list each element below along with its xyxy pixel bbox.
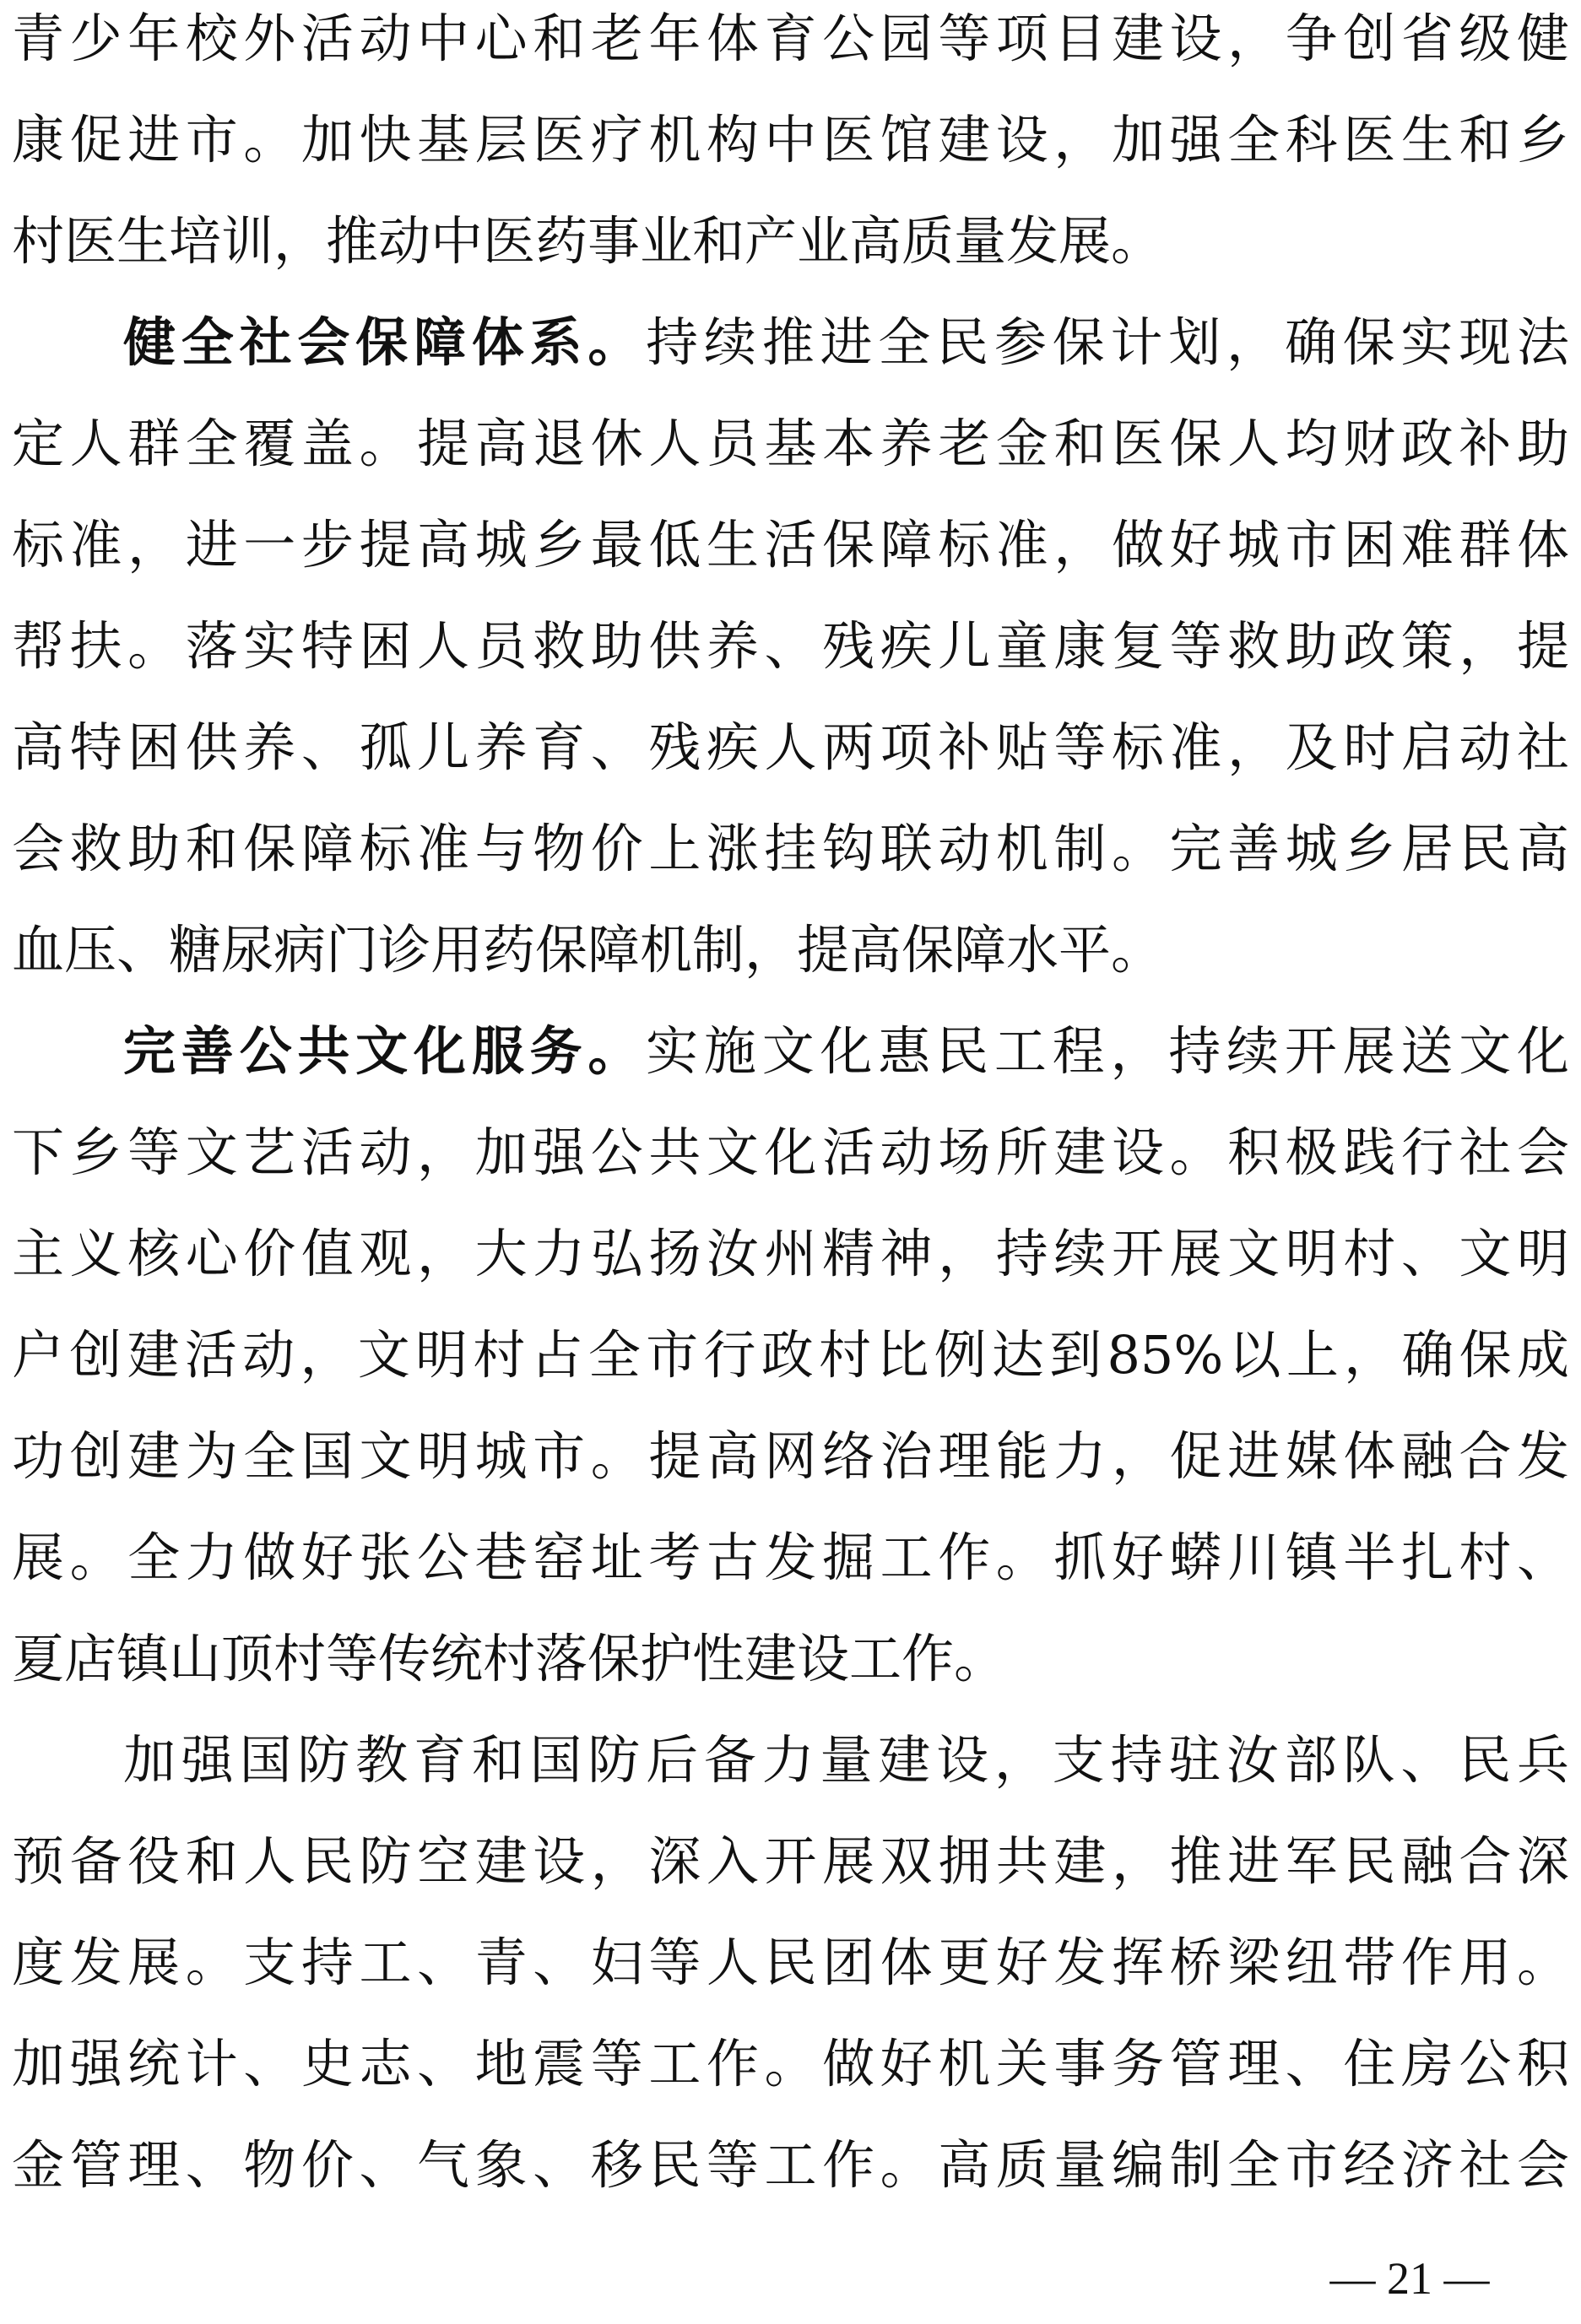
text-line: [12, 697, 1569, 798]
line-text: 青少年校外活动中心和老年体育公园等项目建设，争创省级健: [12, 8, 1569, 69]
line-text: 定人群全覆盖。提高退休人员基本养老金和医保人均财政补助: [12, 413, 1569, 474]
page-number: — 21 —: [1329, 2253, 1490, 2304]
text-line: [12, 191, 1569, 292]
text-line: [12, 1102, 1569, 1203]
line-text: 实施文化惠民工程，持续开展送文化: [646, 1020, 1569, 1082]
text-line: [12, 900, 1569, 1001]
text-line: [12, 495, 1569, 596]
line-text: 血压、糖尿病门诊用药保障机制，提高保障水平。: [12, 919, 1164, 981]
text-line: [12, 89, 1569, 191]
line-text: 康促进市。加快基层医疗机构中医馆建设，加强全科医生和乡: [12, 109, 1569, 170]
text-line: [12, 1203, 1569, 1305]
line-text: 加强统计、史志、地震等工作。做好机关事务管理、住房公积: [12, 2033, 1569, 2094]
line-text: 度发展。支持工、青、妇等人民团体更好发挥桥梁纽带作用。: [12, 1932, 1569, 1993]
text-line: [12, 0, 1569, 89]
line-text: 预备役和人民防空建设，深入开展双拥共建，推进军民融合深: [12, 1830, 1569, 1892]
line-text: 加强国防教育和国防后备力量建设，支持驻汝部队、民兵: [123, 1729, 1569, 1791]
text-line: [12, 1608, 1569, 1710]
text-line: [12, 393, 1569, 495]
paragraph-heading: 完善公共文化服务。: [123, 1020, 647, 1082]
paragraph-heading: 健全社会保障体系。: [123, 311, 647, 373]
text-line: [12, 1912, 1569, 2013]
text-line: [12, 798, 1569, 900]
text-line: [12, 2013, 1569, 2115]
line-text: 村医生培训，推动中医药事业和产业高质量发展。: [12, 210, 1164, 272]
line-text: 功创建为全国文明城市。提高网络治理能力，促进媒体融合发: [12, 1425, 1569, 1487]
text-line: [12, 1507, 1569, 1608]
line-text: 户创建活动，文明村占全市行政村比例达到85%以上，确保成: [12, 1324, 1569, 1386]
text-line: [12, 596, 1569, 697]
paragraph-first-line: [12, 1710, 1569, 1811]
text-line: [12, 1811, 1569, 1912]
text-line: [12, 1406, 1569, 1507]
line-text: 会救助和保障标准与物价上涨挂钩联动机制。完善城乡居民高: [12, 818, 1569, 879]
line-text: 高特困供养、孤儿养育、残疾人两项补贴等标准，及时启动社: [12, 716, 1569, 778]
text-line: [12, 1305, 1569, 1406]
line-text: 标准，进一步提高城乡最低生活保障标准，做好城市困难群体: [12, 514, 1569, 576]
line-text: 下乡等文艺活动，加强公共文化活动场所建设。积极践行社会: [12, 1121, 1569, 1183]
line-text: 金管理、物价、气象、移民等工作。高质量编制全市经济社会: [12, 2134, 1569, 2196]
paragraph-first-line: [12, 292, 1569, 393]
line-text: 帮扶。落实特困人员救助供养、残疾儿童康复等救助政策，提: [12, 615, 1569, 677]
line-text: 展。全力做好张公巷窑址考古发掘工作。抓好蟒川镇半扎村、: [12, 1527, 1569, 1588]
paragraph-first-line: [12, 1001, 1569, 1102]
text-line: [12, 2115, 1569, 2216]
line-text: 持续推进全民参保计划，确保实现法: [646, 311, 1569, 373]
line-text: 夏店镇山顶村等传统村落保护性建设工作。: [12, 1628, 1007, 1689]
line-text: 主义核心价值观，大力弘扬汝州精神，持续开展文明村、文明: [12, 1223, 1569, 1284]
